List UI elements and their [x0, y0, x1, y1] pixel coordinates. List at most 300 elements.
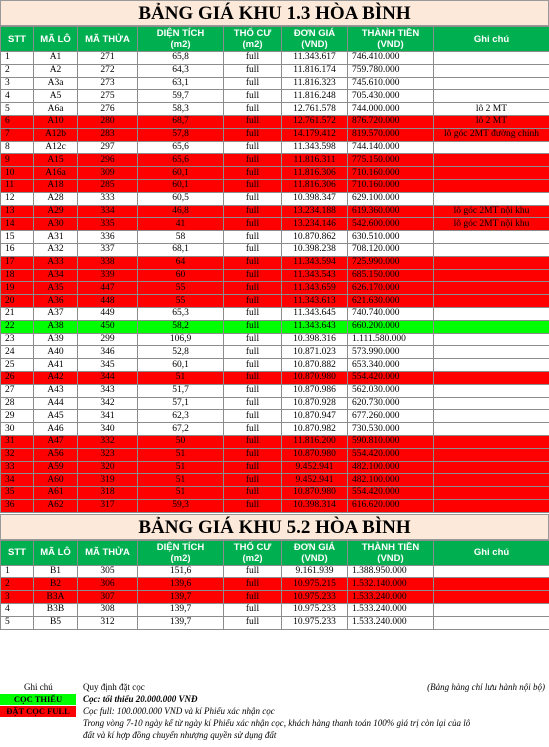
table-row — [1, 64, 549, 77]
table-row — [1, 435, 549, 448]
cell-thanh-tien: 542.600.000 — [348, 218, 434, 231]
cell-don-gia: 10.870.980 — [282, 371, 348, 384]
cell-dien-tich: 50 — [138, 435, 224, 448]
cell-ma-lo: A44 — [34, 397, 78, 410]
section1-body — [1, 52, 549, 513]
cell-ma-thua: 318 — [78, 487, 138, 500]
cell-stt: 2 — [1, 64, 34, 77]
cell-tho-cu: full — [224, 474, 282, 487]
cell-dien-tich: 51 — [138, 487, 224, 500]
cell-thanh-tien: 619.360.000 — [348, 205, 434, 218]
cell-thanh-tien: 653.340.000 — [348, 359, 434, 372]
cell-ghi-chu — [434, 359, 549, 372]
cell-don-gia: 10.870.928 — [282, 397, 348, 410]
table-row — [1, 128, 549, 141]
table-row — [1, 231, 549, 244]
cell-stt: 5 — [1, 616, 34, 629]
cell-ma-thua: 299 — [78, 333, 138, 346]
table-row — [1, 179, 549, 192]
cell-stt: 28 — [1, 397, 34, 410]
cell-stt: 21 — [1, 307, 34, 320]
cell-tho-cu: full — [224, 487, 282, 500]
cell-ghi-chu — [434, 295, 549, 308]
cell-thanh-tien: 1.533.240.000 — [348, 591, 434, 604]
cell-ma-lo: A28 — [34, 192, 78, 205]
cell-ghi-chu — [434, 461, 549, 474]
cell-dien-tich: 68,1 — [138, 243, 224, 256]
cell-ghi-chu — [434, 243, 549, 256]
cell-ghi-chu: lô 2 MT — [434, 115, 549, 128]
cell-ma-lo: A61 — [34, 487, 78, 500]
table-row — [1, 154, 549, 167]
table-row — [1, 346, 549, 359]
cell-dien-tich: 58 — [138, 231, 224, 244]
cell-dien-tich: 51 — [138, 474, 224, 487]
cell-stt: 2 — [1, 578, 34, 591]
cell-thanh-tien: 620.730.000 — [348, 397, 434, 410]
cell-ma-thua: 341 — [78, 410, 138, 423]
cell-don-gia: 10.398.238 — [282, 243, 348, 256]
cell-thanh-tien: 744.140.000 — [348, 141, 434, 154]
cell-thanh-tien: 554.420.000 — [348, 371, 434, 384]
column-header: THỔ CƯ (m2) — [224, 27, 282, 52]
cell-ghi-chu — [434, 320, 549, 333]
cell-ma-thua: 337 — [78, 243, 138, 256]
cell-ghi-chu — [434, 616, 549, 629]
cell-ma-lo: A45 — [34, 410, 78, 423]
cell-ma-lo: A3a — [34, 77, 78, 90]
cell-thanh-tien: 710.160.000 — [348, 179, 434, 192]
cell-thanh-tien: 685.150.000 — [348, 269, 434, 282]
cell-tho-cu: full — [224, 320, 282, 333]
cell-ma-thua: 450 — [78, 320, 138, 333]
cell-ma-lo: A35 — [34, 282, 78, 295]
cell-ma-thua: 343 — [78, 384, 138, 397]
cell-don-gia: 10.870.986 — [282, 384, 348, 397]
cell-tho-cu: full — [224, 295, 282, 308]
cell-don-gia: 10.870.882 — [282, 359, 348, 372]
cell-ma-lo: A10 — [34, 115, 78, 128]
cell-ma-thua: 312 — [78, 616, 138, 629]
cell-tho-cu: full — [224, 77, 282, 90]
cell-ma-thua: 319 — [78, 474, 138, 487]
cell-thanh-tien: 482.100.000 — [348, 461, 434, 474]
cell-ghi-chu — [434, 179, 549, 192]
cell-thanh-tien: 626.170.000 — [348, 282, 434, 295]
cell-stt: 29 — [1, 410, 34, 423]
table-row — [1, 77, 549, 90]
cell-stt: 4 — [1, 90, 34, 103]
cell-tho-cu: full — [224, 499, 282, 512]
cell-dien-tich: 51,7 — [138, 384, 224, 397]
cell-ma-thua: 307 — [78, 591, 138, 604]
cell-dien-tich: 151,6 — [138, 565, 224, 578]
table-row — [1, 461, 549, 474]
cell-ma-thua: 317 — [78, 499, 138, 512]
cell-stt: 25 — [1, 359, 34, 372]
cell-thanh-tien: 740.740.000 — [348, 307, 434, 320]
section1-title: BẢNG GIÁ KHU 1.3 HÒA BÌNH — [0, 0, 549, 26]
cell-ghi-chu — [434, 578, 549, 591]
cell-stt: 1 — [1, 52, 34, 65]
cell-don-gia: 10.975.215 — [282, 578, 348, 591]
cell-tho-cu: full — [224, 243, 282, 256]
cell-ghi-chu — [434, 591, 549, 604]
column-header: THÀNH TIỀN (VND) — [348, 540, 434, 565]
cell-dien-tich: 51 — [138, 448, 224, 461]
cell-ma-thua: 272 — [78, 64, 138, 77]
cell-dien-tich: 64,3 — [138, 64, 224, 77]
cell-dien-tich: 139,7 — [138, 591, 224, 604]
column-header: STT — [1, 27, 34, 52]
cell-ghi-chu — [434, 604, 549, 617]
cell-thanh-tien: 616.620.000 — [348, 499, 434, 512]
cell-ma-thua: 323 — [78, 448, 138, 461]
cell-ma-thua: 283 — [78, 128, 138, 141]
cell-thanh-tien: 482.100.000 — [348, 474, 434, 487]
table-row — [1, 167, 549, 180]
cell-don-gia: 12.761.578 — [282, 103, 348, 116]
terms-line-1: Trong vòng 7-10 ngày kể từ ngày kí Phiếu xác nhận cọc, khách hàng thanh toán 100% giá trị còn lại của lô — [83, 718, 471, 728]
cell-tho-cu: full — [224, 64, 282, 77]
cell-dien-tich: 55 — [138, 282, 224, 295]
cell-tho-cu: full — [224, 205, 282, 218]
cell-ma-lo: A30 — [34, 218, 78, 231]
cell-don-gia: 10.975.233 — [282, 604, 348, 617]
cell-tho-cu: full — [224, 52, 282, 65]
cell-tho-cu: full — [224, 616, 282, 629]
cell-ma-lo: A16a — [34, 167, 78, 180]
cell-ma-thua: 276 — [78, 103, 138, 116]
cell-ma-lo: A42 — [34, 371, 78, 384]
internal-note: (Bảng hàng chỉ lưu hành nội bộ) — [427, 682, 545, 692]
cell-tho-cu: full — [224, 103, 282, 116]
cell-don-gia: 14.179.412 — [282, 128, 348, 141]
cell-thanh-tien: 775.150.000 — [348, 154, 434, 167]
cell-thanh-tien: 660.200.000 — [348, 320, 434, 333]
cell-ma-thua: 280 — [78, 115, 138, 128]
table-row — [1, 397, 549, 410]
table-row — [1, 410, 549, 423]
cell-ma-thua: 320 — [78, 461, 138, 474]
cell-stt: 3 — [1, 77, 34, 90]
cell-stt: 11 — [1, 179, 34, 192]
cell-stt: 19 — [1, 282, 34, 295]
cell-ma-thua: 340 — [78, 423, 138, 436]
cell-ma-lo: A46 — [34, 423, 78, 436]
cell-ma-lo: A60 — [34, 474, 78, 487]
cell-ma-lo: A2 — [34, 64, 78, 77]
cell-thanh-tien: 630.510.000 — [348, 231, 434, 244]
cell-stt: 14 — [1, 218, 34, 231]
cell-thanh-tien: 573.990.000 — [348, 346, 434, 359]
table-row — [1, 591, 549, 604]
cell-ma-lo: B2 — [34, 578, 78, 591]
section2-body — [1, 565, 549, 629]
terms-line-2: đất và kí hợp đồng chuyển nhượng quyền sử dụng đất — [83, 730, 277, 740]
cell-ma-lo: A62 — [34, 499, 78, 512]
cell-ma-lo: A18 — [34, 179, 78, 192]
section1-header-row — [1, 27, 549, 52]
cell-ma-lo: A12b — [34, 128, 78, 141]
cell-stt: 32 — [1, 448, 34, 461]
cell-don-gia: 10.871.023 — [282, 346, 348, 359]
column-header: THỔ CƯ (m2) — [224, 540, 282, 565]
cell-thanh-tien: 677.260.000 — [348, 410, 434, 423]
cell-thanh-tien: 590.810.000 — [348, 435, 434, 448]
cell-tho-cu: full — [224, 154, 282, 167]
cell-ma-thua: 344 — [78, 371, 138, 384]
cell-ma-lo: A47 — [34, 435, 78, 448]
cell-dien-tich: 65,3 — [138, 307, 224, 320]
cell-ghi-chu — [434, 282, 549, 295]
cell-dien-tich: 57,1 — [138, 397, 224, 410]
cell-ma-lo: A56 — [34, 448, 78, 461]
cell-thanh-tien: 759.780.000 — [348, 64, 434, 77]
column-header: MÃ LÔ — [34, 540, 78, 565]
cell-stt: 15 — [1, 231, 34, 244]
cell-ma-thua: 447 — [78, 282, 138, 295]
coc-thieu-text: Cọc: tối thiểu 20.000.000 VNĐ — [83, 694, 198, 704]
column-header: Ghi chú — [434, 540, 549, 565]
cell-don-gia: 11.343.659 — [282, 282, 348, 295]
cell-stt: 5 — [1, 103, 34, 116]
cell-dien-tich: 60,1 — [138, 167, 224, 180]
cell-dien-tich: 51 — [138, 371, 224, 384]
cell-ma-thua: 332 — [78, 435, 138, 448]
table-row — [1, 256, 549, 269]
column-header: DIỆN TÍCH (m2) — [138, 27, 224, 52]
cell-tho-cu: full — [224, 410, 282, 423]
cell-ma-thua: 449 — [78, 307, 138, 320]
column-header: DIỆN TÍCH (m2) — [138, 540, 224, 565]
cell-dien-tich: 68,7 — [138, 115, 224, 128]
cell-ma-thua: 309 — [78, 167, 138, 180]
cell-tho-cu: full — [224, 423, 282, 436]
cell-ghi-chu — [434, 371, 549, 384]
cell-ghi-chu — [434, 474, 549, 487]
cell-ma-thua: 338 — [78, 256, 138, 269]
ghi-chu-label: Ghi chú — [24, 682, 53, 692]
cell-tho-cu: full — [224, 461, 282, 474]
cell-don-gia: 10.870.980 — [282, 487, 348, 500]
cell-stt: 16 — [1, 243, 34, 256]
cell-ma-thua: 305 — [78, 565, 138, 578]
cell-don-gia: 11.343.594 — [282, 256, 348, 269]
column-header: MÃ THỬA — [78, 540, 138, 565]
cell-don-gia: 11.816.248 — [282, 90, 348, 103]
cell-ma-lo: A33 — [34, 256, 78, 269]
cell-don-gia: 12.761.572 — [282, 115, 348, 128]
cell-tho-cu: full — [224, 115, 282, 128]
cell-dien-tich: 60,1 — [138, 359, 224, 372]
section2-table — [0, 540, 549, 630]
cell-thanh-tien: 554.420.000 — [348, 487, 434, 500]
cell-don-gia: 11.343.613 — [282, 295, 348, 308]
cell-thanh-tien: 725.990.000 — [348, 256, 434, 269]
cell-stt: 9 — [1, 154, 34, 167]
cell-dien-tich: 60 — [138, 269, 224, 282]
cell-don-gia: 13.234.146 — [282, 218, 348, 231]
cell-tho-cu: full — [224, 231, 282, 244]
cell-stt: 17 — [1, 256, 34, 269]
cell-ghi-chu — [434, 167, 549, 180]
cell-ma-lo: B3B — [34, 604, 78, 617]
cell-don-gia: 9.452.941 — [282, 474, 348, 487]
column-header: Ghi chú — [434, 27, 549, 52]
cell-ma-lo: A36 — [34, 295, 78, 308]
cell-tho-cu: full — [224, 591, 282, 604]
quy-dinh-label: Quy định đặt cọc — [83, 682, 145, 692]
table-row — [1, 52, 549, 65]
coc-full-badge: ĐẶT CỌC FULL — [0, 706, 76, 717]
cell-ghi-chu — [434, 64, 549, 77]
column-header: MÃ THỬA — [78, 27, 138, 52]
cell-ma-lo: A1 — [34, 52, 78, 65]
cell-stt: 34 — [1, 474, 34, 487]
cell-tho-cu: full — [224, 435, 282, 448]
cell-tho-cu: full — [224, 578, 282, 591]
cell-ghi-chu — [434, 448, 549, 461]
cell-ghi-chu — [434, 410, 549, 423]
cell-ma-lo: A15 — [34, 154, 78, 167]
table-row — [1, 269, 549, 282]
cell-ma-lo: A5 — [34, 90, 78, 103]
cell-ma-thua: 273 — [78, 77, 138, 90]
cell-ghi-chu — [434, 154, 549, 167]
cell-ghi-chu — [434, 77, 549, 90]
cell-don-gia: 9.161.939 — [282, 565, 348, 578]
cell-ma-thua: 342 — [78, 397, 138, 410]
cell-don-gia: 10.870.862 — [282, 231, 348, 244]
cell-ma-thua: 271 — [78, 52, 138, 65]
cell-don-gia: 11.816.200 — [282, 435, 348, 448]
cell-thanh-tien: 621.630.000 — [348, 295, 434, 308]
cell-ma-lo: B5 — [34, 616, 78, 629]
cell-thanh-tien: 708.120.000 — [348, 243, 434, 256]
cell-ma-lo: A41 — [34, 359, 78, 372]
cell-thanh-tien: 1.388.950.000 — [348, 565, 434, 578]
cell-ghi-chu: lô góc 2MT nội khu — [434, 218, 549, 231]
cell-ghi-chu — [434, 384, 549, 397]
cell-tho-cu: full — [224, 256, 282, 269]
cell-dien-tich: 139,6 — [138, 578, 224, 591]
cell-ma-thua: 448 — [78, 295, 138, 308]
cell-ma-thua: 285 — [78, 179, 138, 192]
cell-dien-tich: 60,5 — [138, 192, 224, 205]
cell-ghi-chu — [434, 346, 549, 359]
cell-ghi-chu — [434, 565, 549, 578]
section2-title: BẢNG GIÁ KHU 5.2 HÒA BÌNH — [0, 514, 549, 540]
cell-ghi-chu — [434, 499, 549, 512]
cell-don-gia: 10.870.980 — [282, 448, 348, 461]
cell-dien-tich: 51 — [138, 461, 224, 474]
cell-stt: 20 — [1, 295, 34, 308]
cell-tho-cu: full — [224, 90, 282, 103]
column-header: STT — [1, 540, 34, 565]
cell-ghi-chu — [434, 256, 549, 269]
table-row — [1, 487, 549, 500]
table-row — [1, 333, 549, 346]
cell-stt: 1 — [1, 565, 34, 578]
cell-thanh-tien: 746.410.000 — [348, 52, 434, 65]
cell-thanh-tien: 876.720.000 — [348, 115, 434, 128]
cell-tho-cu: full — [224, 192, 282, 205]
cell-ghi-chu — [434, 423, 549, 436]
cell-dien-tich: 58,2 — [138, 320, 224, 333]
cell-dien-tich: 41 — [138, 218, 224, 231]
cell-dien-tich: 52,8 — [138, 346, 224, 359]
cell-tho-cu: full — [224, 565, 282, 578]
cell-tho-cu: full — [224, 218, 282, 231]
cell-tho-cu: full — [224, 307, 282, 320]
table-row — [1, 371, 549, 384]
section2-header-row — [1, 540, 549, 565]
cell-ghi-chu: lô 2 MT — [434, 103, 549, 116]
cell-ghi-chu — [434, 141, 549, 154]
cell-stt: 30 — [1, 423, 34, 436]
cell-thanh-tien: 554.420.000 — [348, 448, 434, 461]
cell-dien-tich: 63,1 — [138, 77, 224, 90]
cell-ma-lo: A29 — [34, 205, 78, 218]
cell-thanh-tien: 730.530.000 — [348, 423, 434, 436]
cell-ghi-chu — [434, 269, 549, 282]
table-row — [1, 295, 549, 308]
cell-don-gia: 10.975.233 — [282, 591, 348, 604]
cell-thanh-tien: 745.610.000 — [348, 77, 434, 90]
cell-ghi-chu — [434, 90, 549, 103]
cell-ma-thua: 306 — [78, 578, 138, 591]
cell-ma-thua: 339 — [78, 269, 138, 282]
table-row — [1, 307, 549, 320]
cell-tho-cu: full — [224, 269, 282, 282]
cell-tho-cu: full — [224, 346, 282, 359]
cell-stt: 27 — [1, 384, 34, 397]
cell-stt: 10 — [1, 167, 34, 180]
cell-thanh-tien: 562.030.000 — [348, 384, 434, 397]
cell-ma-lo: A43 — [34, 384, 78, 397]
cell-don-gia: 10.870.982 — [282, 423, 348, 436]
cell-ghi-chu — [434, 397, 549, 410]
cell-tho-cu: full — [224, 179, 282, 192]
table-row — [1, 115, 549, 128]
cell-thanh-tien: 629.100.000 — [348, 192, 434, 205]
cell-ma-thua: 275 — [78, 90, 138, 103]
cell-tho-cu: full — [224, 384, 282, 397]
cell-dien-tich: 59,3 — [138, 499, 224, 512]
table-row — [1, 499, 549, 512]
cell-ma-lo: B3A — [34, 591, 78, 604]
cell-thanh-tien: 1.533.240.000 — [348, 604, 434, 617]
cell-don-gia: 11.816.306 — [282, 179, 348, 192]
cell-stt: 12 — [1, 192, 34, 205]
cell-ma-thua: 308 — [78, 604, 138, 617]
cell-stt: 36 — [1, 499, 34, 512]
cell-tho-cu: full — [224, 371, 282, 384]
cell-ma-lo: B1 — [34, 565, 78, 578]
table-row — [1, 205, 549, 218]
cell-ma-lo: A12c — [34, 141, 78, 154]
table-row — [1, 616, 549, 629]
cell-ghi-chu: lô góc 2MT nội khu — [434, 205, 549, 218]
table-row — [1, 384, 549, 397]
cell-tho-cu: full — [224, 448, 282, 461]
cell-dien-tich: 46,8 — [138, 205, 224, 218]
cell-ma-lo: A38 — [34, 320, 78, 333]
cell-dien-tich: 57,8 — [138, 128, 224, 141]
cell-ghi-chu — [434, 435, 549, 448]
cell-ma-thua: 346 — [78, 346, 138, 359]
